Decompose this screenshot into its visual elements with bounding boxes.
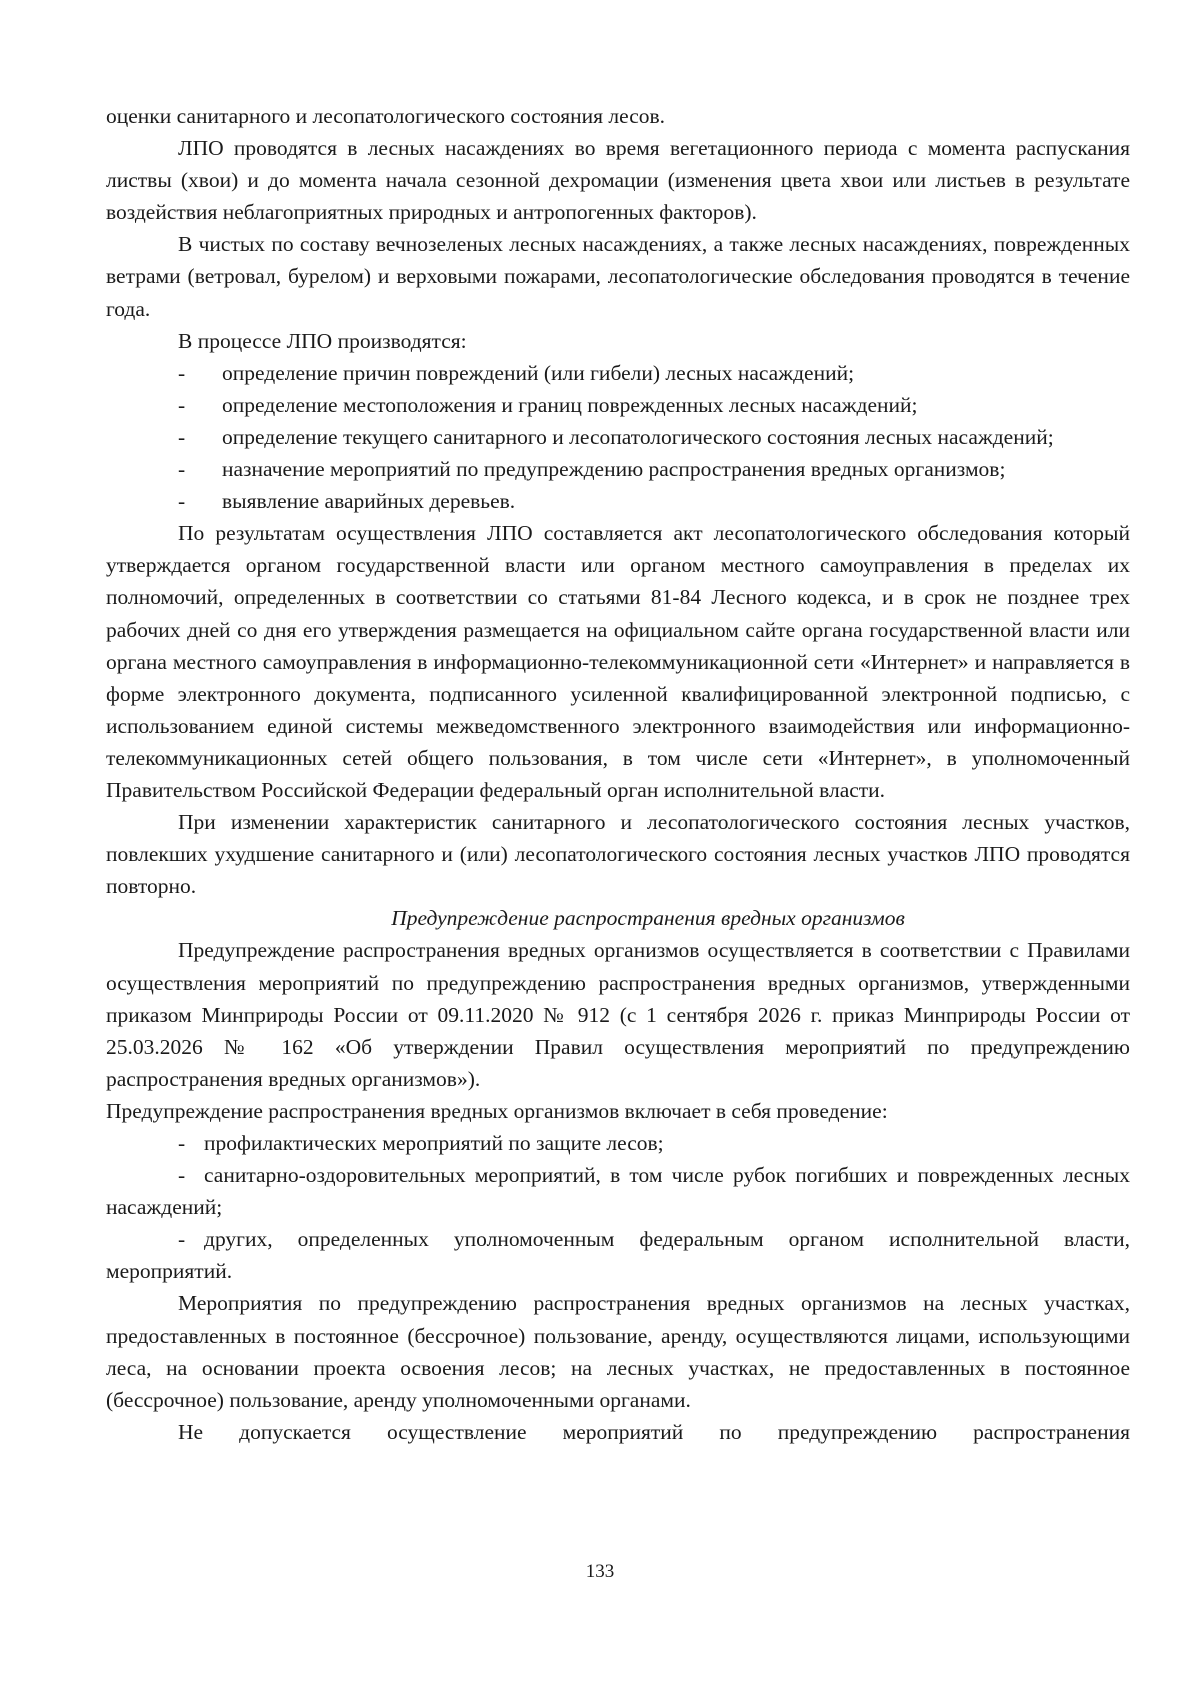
list-dash: - xyxy=(178,392,186,417)
paragraph: В процессе ЛПО производятся: xyxy=(178,328,467,353)
section-heading: Предупреждение распространения вредных организмов xyxy=(391,906,905,931)
list-dash: - xyxy=(178,489,186,514)
paragraph: ЛПО проводятся в лесных насаждениях во время вегетационного периода с момента распускания листвы (хвои) и до момента начала сезонной дехромации (изменения цвета хвои или листьев в результате воздействия неблагоприятных природных и антропогенных факторов). xyxy=(106,136,1130,225)
list-item-text: определение местоположения и границ поврежденных лесных насаждений; xyxy=(222,392,918,417)
paragraph: оценки санитарного и лесопатологического состояния лесов. xyxy=(106,104,666,128)
list-item-text: назначение мероприятий по предупреждению распространения вредных организмов; xyxy=(222,457,1006,482)
page-number: 133 xyxy=(585,1561,615,1582)
list-item-text: профилактических мероприятий по защите лесов; xyxy=(204,1131,664,1155)
list-item-text: определение причин повреждений (или гибели) лесных насаждений; xyxy=(222,360,855,385)
paragraph: Предупреждение распространения вредных организмов включает в себя проведение: xyxy=(106,1098,888,1123)
document-body xyxy=(106,100,1130,1448)
list-item-text: выявление аварийных деревьев. xyxy=(222,489,516,514)
list-dash: - xyxy=(178,1227,186,1252)
list-dash: - xyxy=(178,1163,186,1188)
paragraph: При изменении характеристик санитарного и лесопатологического состояния лесных участков, повлекших ухудшение санитарного и (или) лесопатологического состояния лесных участков ЛПО проводятся повторно. xyxy=(106,810,1130,899)
list-item xyxy=(106,357,1130,389)
list-item xyxy=(106,1127,1130,1159)
list-item xyxy=(106,453,1130,485)
list-item xyxy=(106,1223,1130,1287)
paragraph: Не допускается осуществление мероприятий по предупреждению распространения xyxy=(178,1419,1130,1444)
list-item xyxy=(106,485,1130,517)
paragraph: Мероприятия по предупреждению распространения вредных организмов на лесных участках, предоставленных в постоянное (бессрочное) пользование, аренду, осуществляются лицами, использующими леса, на основании проекта освоения лесов; на лесных участках, не предоставленных в постоянное (бессрочное) пользование, аренду уполномоченными органами. xyxy=(106,1291,1130,1412)
paragraph: Предупреждение распространения вредных организмов осуществляется в соответствии с Правилами осуществления мероприятий по предупреждению распространения вредных организмов, утвержденными приказом Минприроды России от 09.11.2020 № 912 (с 1 сентября 2026 г. приказ Минприроды России от 25.03.2026 № 162 «Об утверждении Правил осуществления мероприятий по предупреждению распространения вредных организмов»). xyxy=(106,938,1130,1091)
list-item xyxy=(106,421,1130,453)
list-item xyxy=(106,1159,1130,1223)
list-dash: - xyxy=(178,1131,186,1155)
list-item-text: других, определенных уполномоченным федеральным органом исполнительной власти, мероприятий. xyxy=(106,1227,1130,1284)
paragraph: По результатам осуществления ЛПО составляется акт лесопатологического обследования который утверждается органом государственной власти или органом местного самоуправления в пределах их полномочий, определенных в соответствии со статьями 81-84 Лесного кодекса, и в срок не позднее трех рабочих дней со дня его утверждения размещается на официальном сайте органа государственной власти или органа местного самоуправления в информационно-телекоммуникационной сети «Интернет» и направляется в форме электронного документа, подписанного усиленной квалифицированной электронной подписью, с использованием единой системы межведомственного электронного взаимодействия или информационно-телекоммуникационных сетей общего пользования, в том числе сети «Интернет», в уполномоченный Правительством Российской Федерации федеральный орган исполнительной власти. xyxy=(106,521,1130,802)
list-item-text: определение текущего санитарного и лесопатологического состояния лесных насаждений; xyxy=(222,424,1054,449)
paragraph: В чистых по составу вечнозеленых лесных насаждениях, а также лесных насаждениях, поврежденных ветрами (ветровал, бурелом) и верховыми пожарами, лесопатологические обследования проводятся в течение года. xyxy=(106,232,1130,321)
list-item-text: санитарно-оздоровительных мероприятий, в том числе рубок погибших и поврежденных лесных насаждений; xyxy=(106,1163,1130,1220)
list-item xyxy=(106,389,1130,421)
list-dash: - xyxy=(178,360,186,385)
list-dash: - xyxy=(178,457,186,482)
list-dash: - xyxy=(178,424,186,449)
